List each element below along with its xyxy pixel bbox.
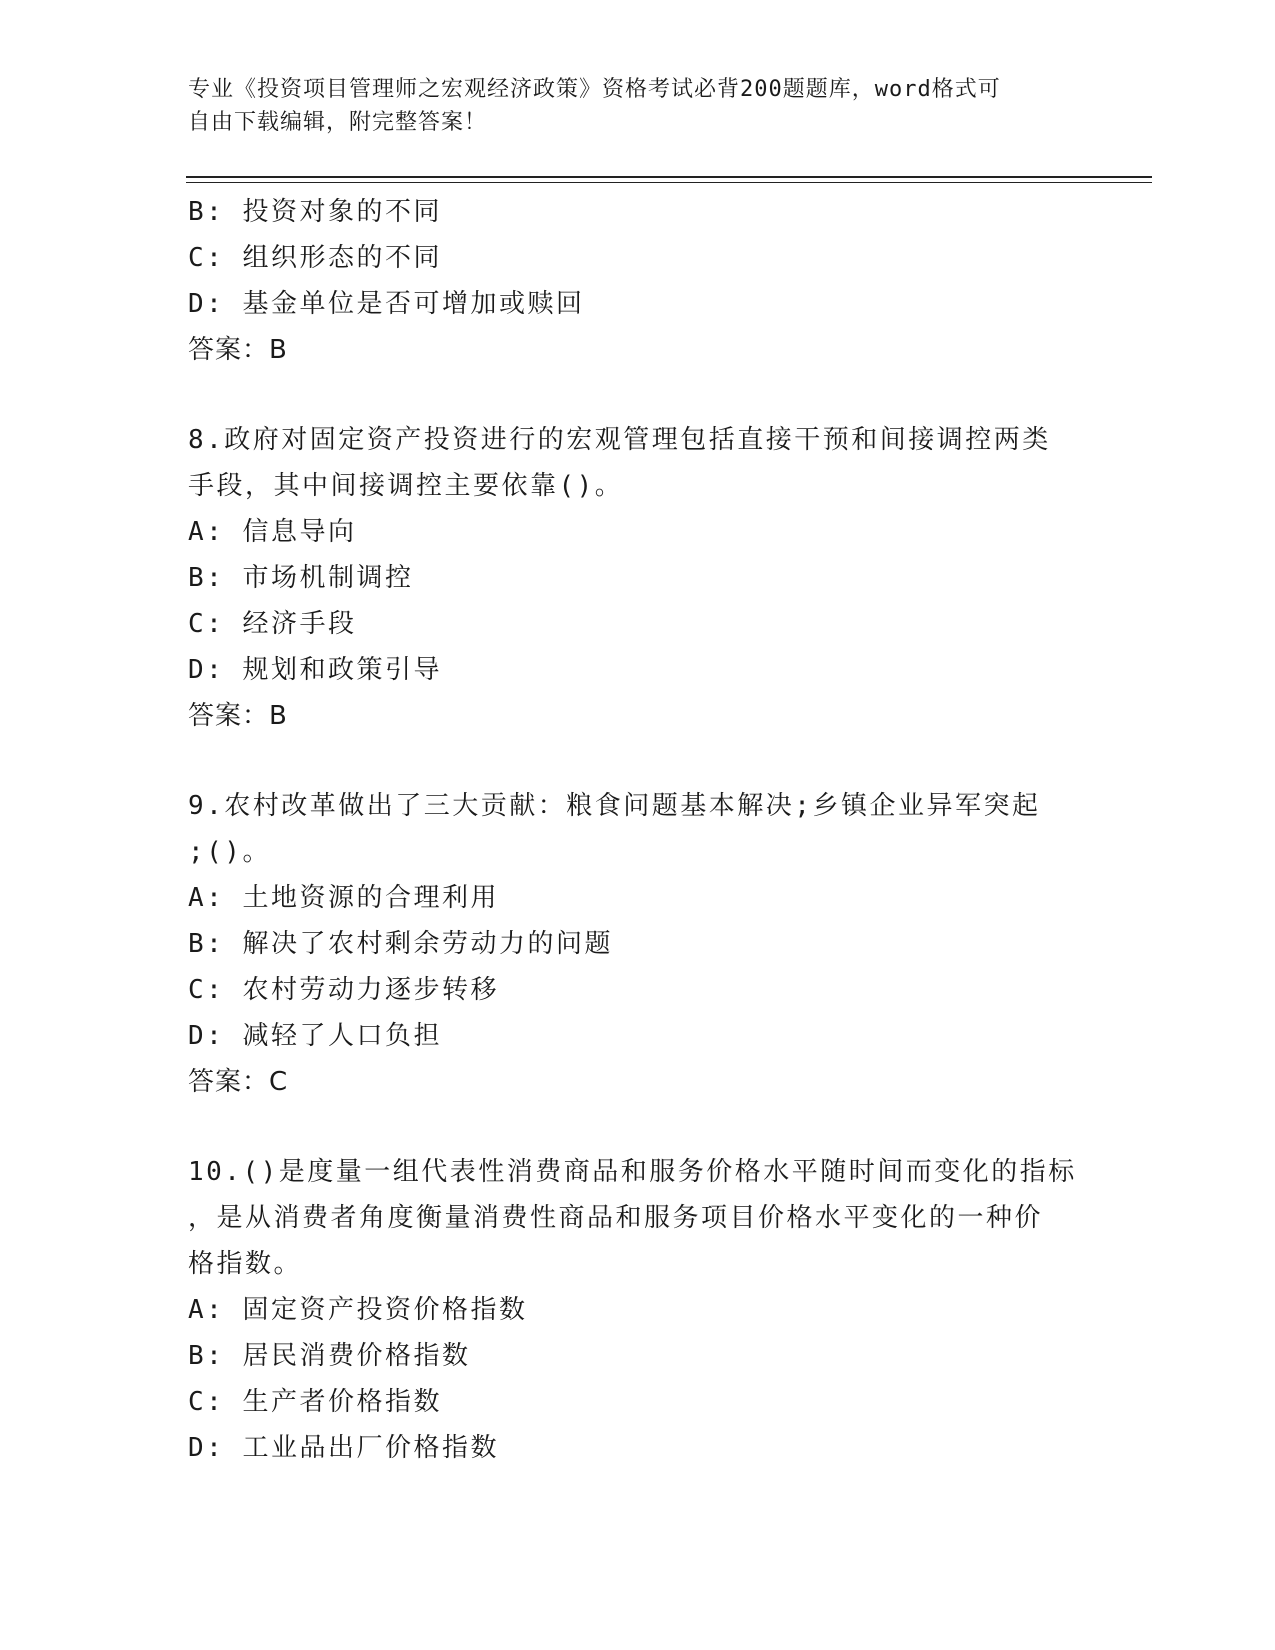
question-stem-line: ，是从消费者角度衡量消费性商品和服务项目价格水平变化的一种价 xyxy=(188,1203,1044,1233)
question-stem-line: 10.()是度量一组代表性消费商品和服务价格水平随时间而变化的指标 xyxy=(188,1157,1077,1187)
option-d: D: 基金单位是否可增加或赎回 xyxy=(188,289,585,319)
question-stem-line: ;()。 xyxy=(188,837,271,867)
header-divider-thin xyxy=(186,182,1152,183)
answer-line: 答案：C xyxy=(188,1067,289,1097)
option-a: A: 固定资产投资价格指数 xyxy=(188,1295,528,1325)
question-8 xyxy=(188,417,1088,739)
question-stem-line: 格指数。 xyxy=(188,1249,303,1279)
option-b: B: 投资对象的不同 xyxy=(188,197,442,227)
answer-line: 答案：B xyxy=(188,701,288,731)
option-c: C: 组织形态的不同 xyxy=(188,243,442,273)
spacer xyxy=(188,1105,1088,1149)
option-c: C: 经济手段 xyxy=(188,609,357,639)
option-b: B: 市场机制调控 xyxy=(188,563,414,593)
question-stem-line: 手段，其中间接调控主要依靠()。 xyxy=(188,471,624,501)
question-10 xyxy=(188,1149,1088,1471)
option-b: B: 解决了农村剩余劳动力的问题 xyxy=(188,929,613,959)
option-b: B: 居民消费价格指数 xyxy=(188,1341,471,1371)
option-d: D: 规划和政策引导 xyxy=(188,655,442,685)
option-c: C: 农村劳动力逐步转移 xyxy=(188,975,499,1005)
header-divider-thick xyxy=(186,176,1152,178)
option-c: C: 生产者价格指数 xyxy=(188,1387,442,1417)
header-title-line-1: 专业《投资项目管理师之宏观经济政策》资格考试必背200题题库，word格式可 xyxy=(188,77,1001,102)
question-list xyxy=(188,189,1088,1471)
question-7-continued xyxy=(188,189,1088,373)
option-d: D: 减轻了人口负担 xyxy=(188,1021,442,1051)
spacer xyxy=(188,739,1088,783)
question-stem-line: 8.政府对固定资产投资进行的宏观管理包括直接干预和间接调控两类 xyxy=(188,425,1051,455)
answer-line: 答案：B xyxy=(188,335,288,365)
option-a: A: 信息导向 xyxy=(188,517,357,547)
option-d: D: 工业品出厂价格指数 xyxy=(188,1433,499,1463)
spacer xyxy=(188,373,1088,417)
question-stem-line: 9.农村改革做出了三大贡献：粮食问题基本解决;乡镇企业异军突起 xyxy=(188,791,1041,821)
question-9 xyxy=(188,783,1088,1105)
option-a: A: 土地资源的合理利用 xyxy=(188,883,499,913)
header-title-line-2: 自由下载编辑，附完整答案！ xyxy=(188,110,488,135)
document-header xyxy=(188,73,1088,139)
